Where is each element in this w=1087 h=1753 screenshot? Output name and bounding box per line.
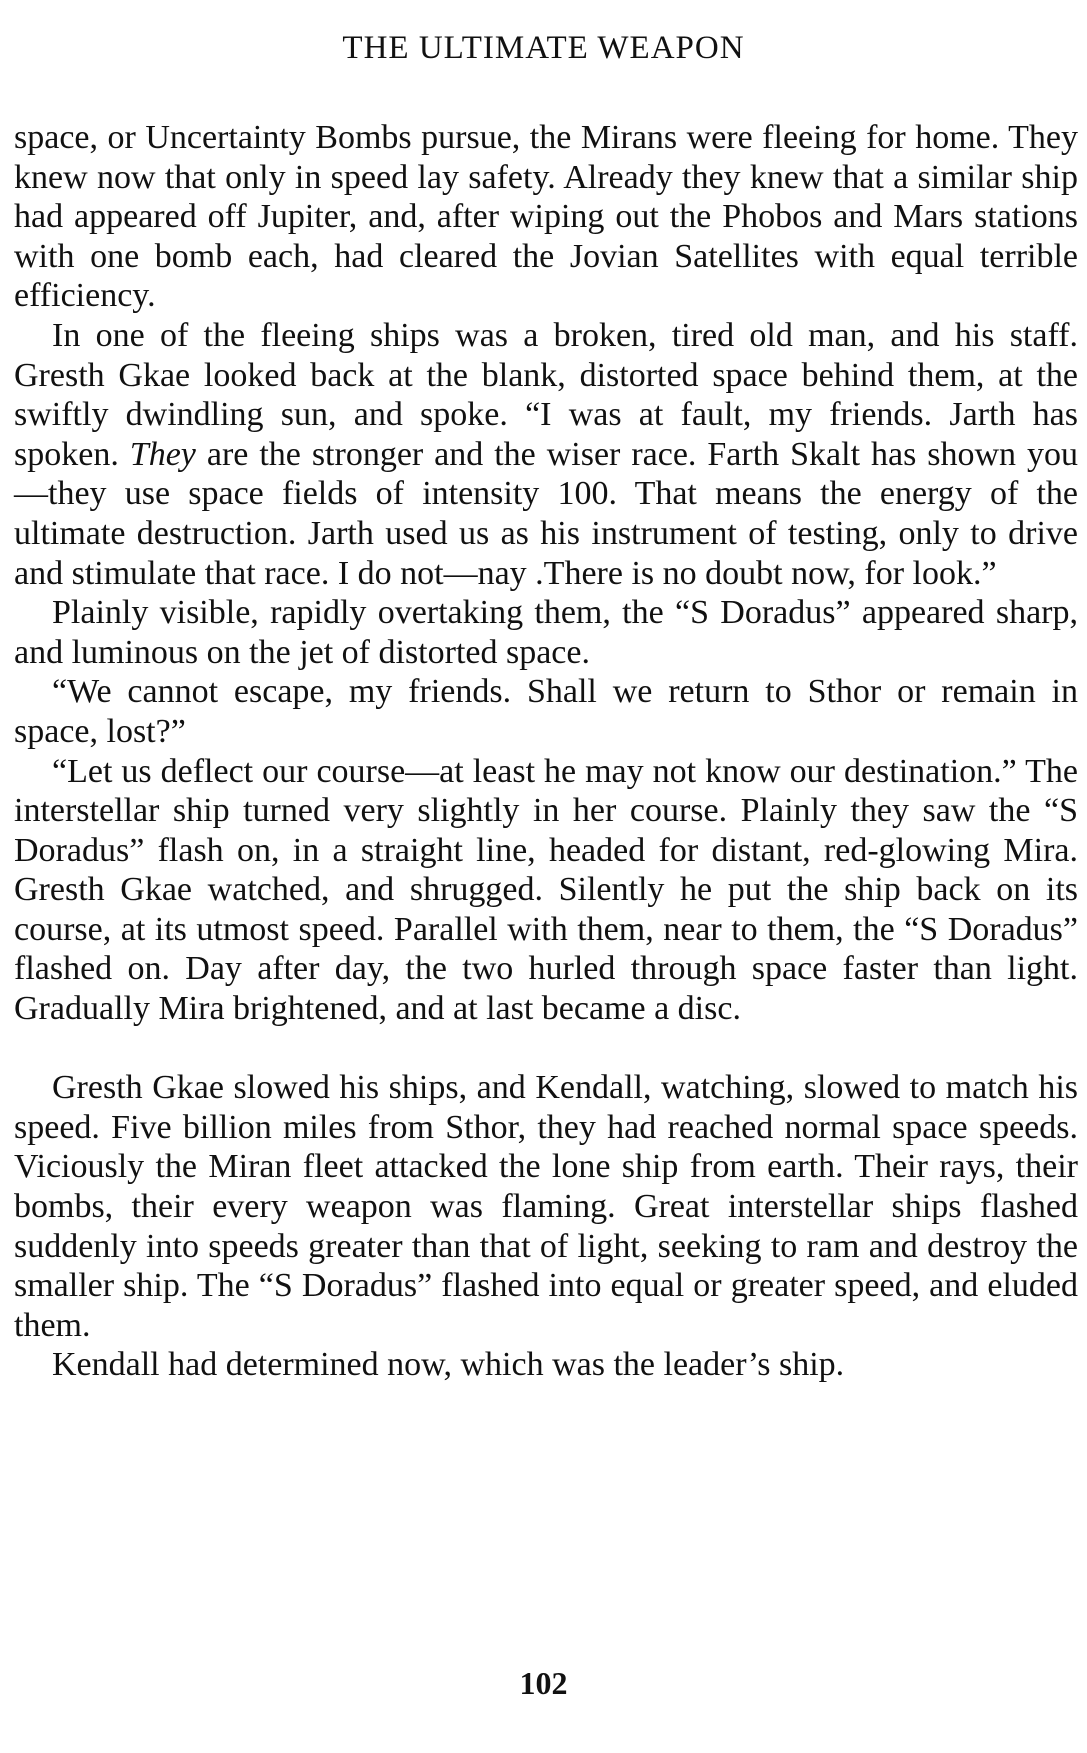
page-number: 102 [519,1665,568,1701]
emphasis-they: They [129,435,196,473]
paragraph-7: Kendall had determined now, which was the leader’s ship. [52,1346,845,1384]
paragraph-4: “We cannot escape, my friends. Shall we return to Sthor or remain in space, lost?” [14,673,1078,750]
paragraph-3: Plainly visible, rapidly overtaking them, the “S Doradus” appeared sharp, and luminous on the jet of distorted space. [14,594,1078,671]
paragraph-2-rest: are the stronger and the wiser race. Farth Skalt has shown you—they use space fields of intensity 100. That means the energy of the ultimate destruction. Jarth used us as his instrument of testing, only to drive and stimulate that race. I do not—nay .There is no doubt now, for look.” [14,435,1079,592]
paragraph-5: “Let us deflect our course—at least he may not know our destination.” The interstellar ship turned very slightly in her course. Plainly they saw the “S Doradus” flash on, in a straight line, headed for distant, red-glowing Mira. Gresth Gkae watched, and shrugged. Silently he put the ship back on its course, at its utmost speed. Parallel with them, near to them, the “S Doradus” flashed on. Day after day, the two hurled through space faster than light. Gradually Mira brightened, and at last became a disc. [14,752,1078,1028]
paragraph-1: space, or Uncertainty Bombs pursue, the Mirans were fleeing for home. They knew now that only in speed lay safety. Already they knew that a similar ship had appeared off Jupiter, and, after wiping out the Phobos and Mars stations with one bomb each, had cleared the Jovian Satellites with equal terrible efficiency. [14,119,1078,315]
paragraph-2 [14,316,1078,593]
paragraph-2-lead: In one of the fleeing ships was a broken, tired old man, and his staff. Gresth Gkae looked back at the blank, distorted space behind them, at the swiftly dwindling sun, and spoke. “I was at fault, my friends. Jarth has spoken. [14,316,1078,473]
body-text [14,118,1078,1385]
running-title: THE ULTIMATE WEAPON [342,30,745,66]
paragraph-6: Gresth Gkae slowed his ships, and Kendall, watching, slowed to match his speed. Five billion miles from Sthor, they had reached normal space speeds. Viciously the Miran fleet attacked the lone ship from earth. Their rays, their bombs, their every weapon was flaming. Great interstellar ships flashed suddenly into speeds greater than that of light, seeking to ram and destroy the smaller ship. The “S Doradus” flashed into equal or greater speed, and eluded them. [14,1069,1078,1344]
